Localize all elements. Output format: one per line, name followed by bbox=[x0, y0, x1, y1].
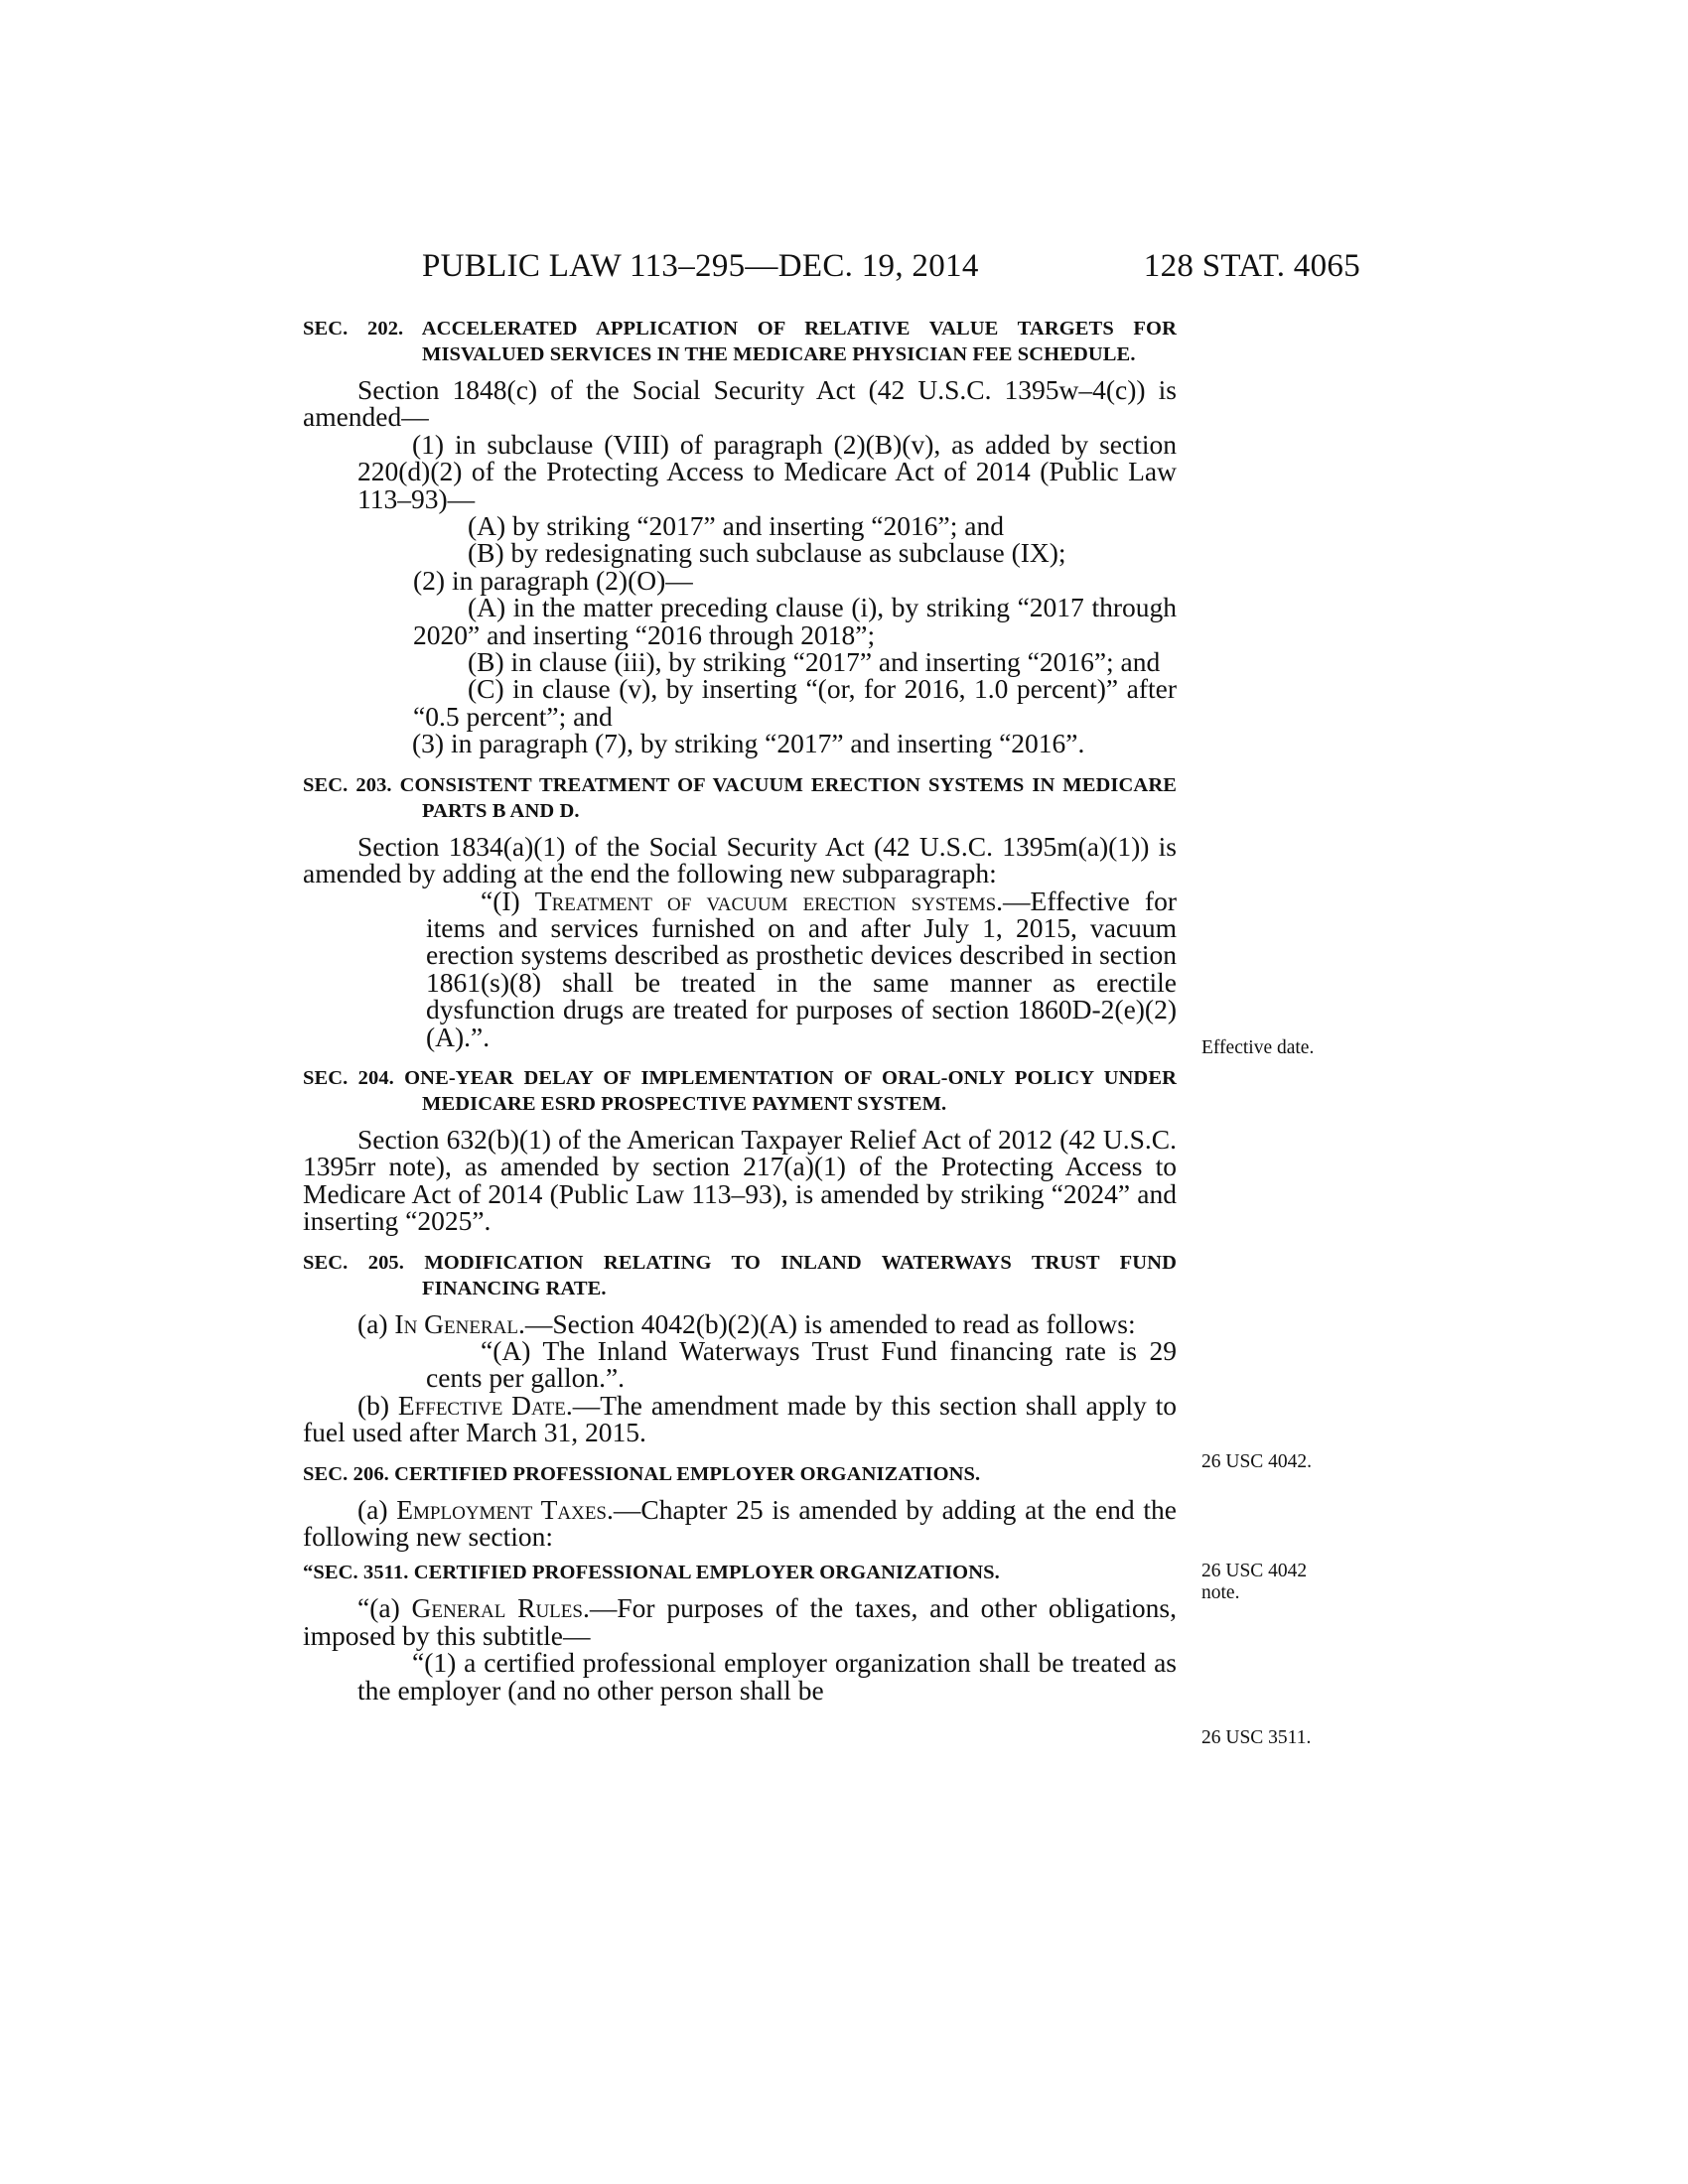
sec-205-subsection-a bbox=[303, 1307, 1177, 1339]
sec-202-intro: Section 1848(c) of the Social Security Act (42 U.S.C. 1395w–4(c)) is amended— bbox=[303, 374, 1177, 433]
sec-204-heading: SEC. 204. ONE-YEAR DELAY OF IMPLEMENTATION OF ORAL-ONLY POLICY UNDER MEDICARE ESRD PROSPECTIVE PAYMENT SYSTEM. bbox=[303, 1066, 1177, 1115]
sec-206-a-caption: Employment Taxes. bbox=[396, 1493, 614, 1525]
sec-206-a-lead: (a) bbox=[357, 1493, 397, 1525]
page-body bbox=[303, 316, 1177, 1704]
sec-206-heading: SEC. 206. CERTIFIED PROFESSIONAL EMPLOYER ORGANIZATIONS. bbox=[303, 1462, 981, 1485]
sec-202-para-3: (3) in paragraph (7), by striking “2017” and inserting “2016”. bbox=[412, 728, 1085, 759]
margin-note-26-usc-4042: 26 USC 4042. bbox=[1201, 1451, 1313, 1472]
sec-205-b-text: —The amendment made by this section shall apply to fuel used after March 31, 2015. bbox=[303, 1389, 1177, 1448]
sec-203-quote-caption: Treatment of vacuum erection systems. bbox=[534, 885, 1004, 916]
sec-206-a-text: —Chapter 25 is amended by adding at the end the following new section: bbox=[303, 1493, 1177, 1552]
sec-3511-gr-text: —For purposes of the taxes, and other obligations, imposed by this subtitle— bbox=[303, 1592, 1178, 1651]
sec-202-para-2: (2) in paragraph (2)(O)— bbox=[413, 564, 693, 596]
sec-202-para-1: (1) in subclause (VIII) of paragraph (2)(B)(v), as added by section 220(d)(2) of the Protecting Access to Medicare Act of 2014 (Public Law 113–93)— bbox=[357, 428, 1177, 514]
sec-3511-general-rules bbox=[303, 1594, 1177, 1649]
sec-205-a-lead: (a) bbox=[357, 1307, 395, 1339]
sec-205-a-text: —Section 4042(b)(2)(A) is amended to read as follows: bbox=[524, 1307, 1136, 1339]
sec-202-para-1a: (A) by striking “2017” and inserting “2016”; and bbox=[468, 510, 1004, 542]
sec-203-quoted-subparagraph bbox=[303, 887, 1177, 1050]
sec-3511-heading: “SEC. 3511. CERTIFIED PROFESSIONAL EMPLOYER ORGANIZATIONS. bbox=[303, 1562, 1000, 1584]
sec-206-subsection-a bbox=[303, 1493, 1177, 1552]
sec-203-intro: Section 1834(a)(1) of the Social Security Act (42 U.S.C. 1395m(a)(1)) is amended by adding at the end the following new subparagraph: bbox=[303, 830, 1177, 889]
header-page-number: 128 STAT. 4065 bbox=[1143, 248, 1360, 284]
sec-3511-gr-lead: “(a) bbox=[357, 1592, 412, 1624]
sec-203-quote-text: —Effective for items and services furnished on and after July 1, 2015, vacuum erection systems described as prosthetic devices described in section 1861(s)(8) shall be treated in the same manner as erectile dysfunction drugs are treated for purposes of section 1860D-2(e)(2)(A).”. bbox=[426, 885, 1177, 1052]
sec-202-heading: SEC. 202. ACCELERATED APPLICATION OF RELATIVE VALUE TARGETS FOR MISVALUED SERVICES IN THE MEDICARE PHYSICIAN FEE SCHEDULE. bbox=[303, 318, 1177, 365]
sec-205-b-lead: (b) bbox=[357, 1389, 398, 1421]
sec-203-heading: SEC. 203. CONSISTENT TREATMENT OF VACUUM ERECTION SYSTEMS IN MEDICARE PARTS B AND D. bbox=[303, 773, 1177, 822]
header-title: PUBLIC LAW 113–295—DEC. 19, 2014 bbox=[422, 248, 979, 284]
sec-3511-para-1: “(1) a certified professional employer organization shall be treated as the employer (and no other person shall be bbox=[357, 1647, 1177, 1706]
sec-205-a-caption: In General. bbox=[394, 1307, 525, 1339]
margin-note-effective-date: Effective date. bbox=[1201, 1037, 1315, 1058]
sec-205-subsection-b bbox=[303, 1389, 1177, 1448]
sec-202-para-2a: (A) in the matter preceding clause (i), by striking “2017 through 2020” and inserting “2016 through 2018”; bbox=[413, 592, 1177, 650]
sec-205-b-caption: Effective Date. bbox=[397, 1389, 573, 1421]
sec-202-para-2b: (B) in clause (iii), by striking “2017” and inserting “2016”; and bbox=[468, 646, 1161, 678]
sec-204-text: Section 632(b)(1) of the American Taxpayer Relief Act of 2012 (42 U.S.C. 1395rr note), as amended by section 217(a)(1) of the Protecting Access to Medicare Act of 2014 (Public Law 113–93), is amended by striking “2024” and inserting “2025”. bbox=[303, 1123, 1177, 1237]
sec-202-para-2c: (C) in clause (v), by inserting “(or, for 2016, 1.0 percent)” after “0.5 percent”; and bbox=[413, 673, 1177, 732]
sec-3511-gr-caption: General Rules. bbox=[411, 1592, 590, 1624]
running-header bbox=[0, 248, 1688, 288]
sec-202-para-1b: (B) by redesignating such subclause as subclause (IX); bbox=[468, 537, 1066, 569]
sec-203-quote-lead: “(I) bbox=[481, 885, 535, 916]
margin-note-26-usc-4042-note: 26 USC 4042 note. bbox=[1201, 1561, 1308, 1603]
sec-205-a-quote: “(A) The Inland Waterways Trust Fund financing rate is 29 cents per gallon.”. bbox=[426, 1334, 1177, 1394]
sec-205-heading: SEC. 205. MODIFICATION RELATING TO INLAND WATERWAYS TRUST FUND FINANCING RATE. bbox=[303, 1251, 1177, 1299]
margin-note-26-usc-3511: 26 USC 3511. bbox=[1201, 1727, 1312, 1748]
